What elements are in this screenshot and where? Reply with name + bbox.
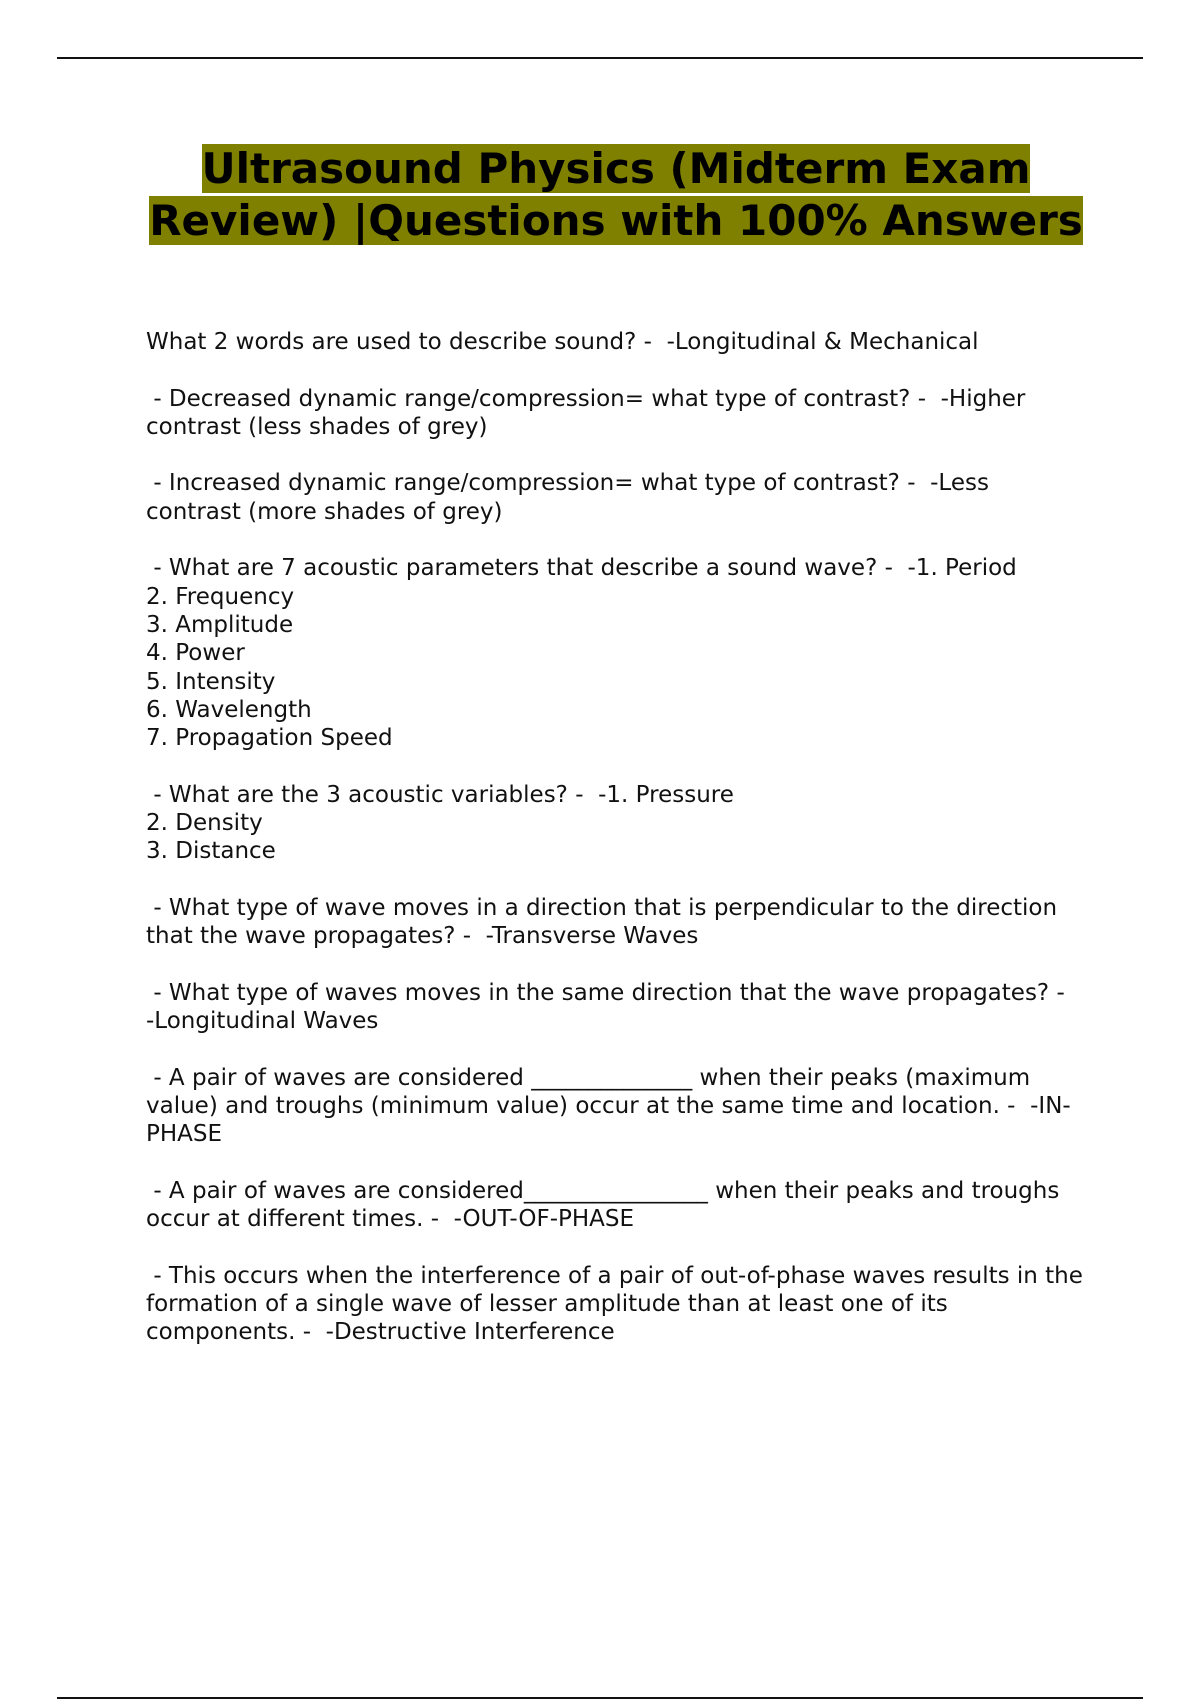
top-rule	[57, 57, 1143, 59]
document-title	[145, 143, 1087, 247]
qa-item: - What are 7 acoustic parameters that describe a sound wave? - -1. Period 2. Frequency 3. Amplitude 4. Power 5. Intensity 6. Wavelength 7. Propagation Speed	[146, 555, 1017, 752]
qa-item: - What are the 3 acoustic variables? - -1. Pressure 2. Density 3. Distance	[146, 781, 734, 865]
qa-item: - This occurs when the interference of a pair of out-of-phase waves results in the formation of a single wave of lesser amplitude than at least one of its components. - -Destructive Interference	[146, 1262, 1091, 1346]
title-highlight: Ultrasound Physics (Midterm Exam Review) |Questions with 100% Answers	[149, 144, 1083, 245]
qa-list	[146, 328, 1091, 1375]
qa-item: - A pair of waves are considered________________ when their peaks and troughs occur at different times. - -OUT-OF-PHASE	[146, 1177, 1067, 1233]
qa-item: - Decreased dynamic range/compression= what type of contrast? - -Higher contrast (less shades of grey)	[146, 385, 1033, 440]
qa-item: - Increased dynamic range/compression= what type of contrast? - -Less contrast (more shades of grey)	[146, 470, 997, 525]
qa-item: - What type of waves moves in the same direction that the wave propagates? - -Longitudinal Waves	[146, 979, 1080, 1035]
qa-item: What 2 words are used to describe sound? - -Longitudinal & Mechanical	[146, 329, 979, 355]
qa-item: - What type of wave moves in a direction that is perpendicular to the direction that the wave propagates? - -Transverse Waves	[146, 894, 1065, 950]
qa-item: - A pair of waves are considered ______________ when their peaks (maximum value) and troughs (minimum value) occur at the same time and location. - -IN-PHASE	[146, 1064, 1071, 1148]
bottom-rule	[57, 1697, 1143, 1699]
